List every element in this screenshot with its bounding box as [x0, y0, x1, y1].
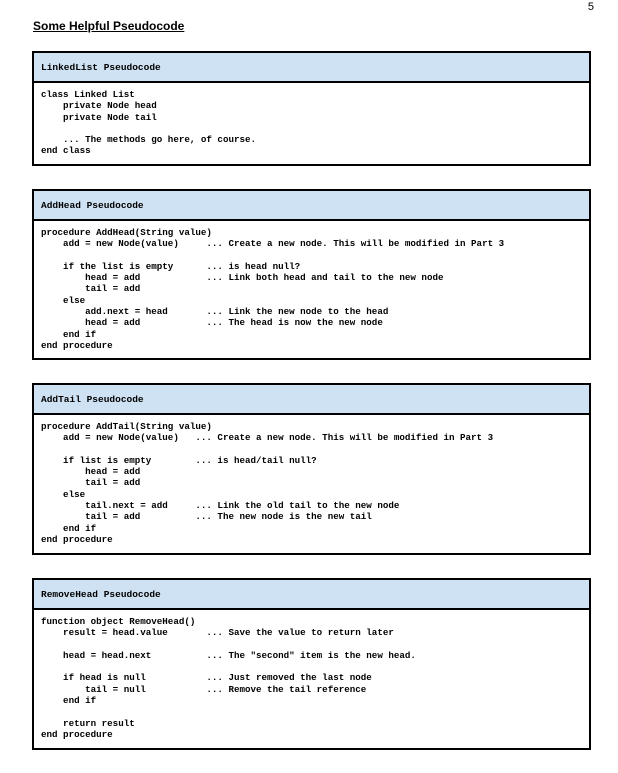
addtail-pseudocode-code: procedure AddTail(String value) add = new Node(value) ... Create a new node. This will be modified in Part 3 if list is empty ... is head/tail null? head = add tail = add else tail.next = add ... Link the old tail to the new node tail = add ... The new node is the new tail end if end procedure	[41, 421, 494, 545]
linkedlist-pseudocode-box	[32, 51, 591, 166]
removehead-pseudocode-box	[32, 578, 591, 750]
addhead-pseudocode-header: AddHead Pseudocode	[34, 191, 589, 221]
removehead-pseudocode-code: function object RemoveHead() result = head.value ... Save the value to return later head = head.next ... The "second" item is the new head. if head is null ... Just removed the last node tail = null ... Remove the tail reference end if return result end procedure	[41, 616, 416, 740]
addtail-pseudocode-header: AddTail Pseudocode	[34, 385, 589, 415]
addhead-pseudocode-box	[32, 189, 591, 360]
addtail-pseudocode-box	[32, 383, 591, 555]
addhead-pseudocode-code: procedure AddHead(String value) add = new Node(value) ... Create a new node. This will be modified in Part 3 if the list is empty ... is head null? head = add ... Link both head and tail to the new node tail = add else add.next = head ... Link the new node to the head head = add ... The head is now the new node end if end procedure	[41, 227, 505, 351]
page-number: 5	[587, 1, 594, 13]
linkedlist-pseudocode-code: class Linked List private Node head private Node tail ... The methods go here, of course. end class	[41, 89, 257, 157]
removehead-pseudocode-header: RemoveHead Pseudocode	[34, 580, 589, 610]
linkedlist-pseudocode-header: LinkedList Pseudocode	[34, 53, 589, 83]
page-title: Some Helpful Pseudocode	[33, 19, 185, 33]
